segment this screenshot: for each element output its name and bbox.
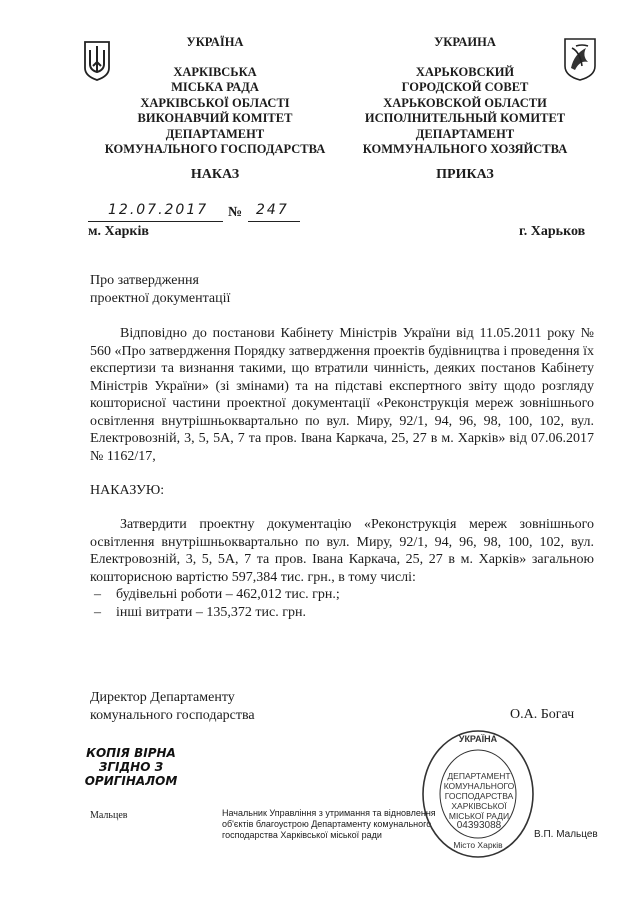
left-header-line: ДЕПАРТАМЕНТ bbox=[165, 126, 265, 141]
right-country: УКРАИНА bbox=[434, 35, 496, 49]
left-header-line: КОМУНАЛЬНОГО ГОСПОДАРСТВА bbox=[104, 142, 326, 156]
subject-line: проектної документації bbox=[90, 291, 231, 306]
left-doc-type: НАКАЗ bbox=[190, 167, 240, 182]
number-sign: № bbox=[228, 205, 243, 220]
cost-item bbox=[94, 605, 306, 621]
seal-line: ДЕПАРТАМЕНТ bbox=[447, 771, 511, 781]
left-country: УКРАЇНА bbox=[186, 35, 244, 49]
seal-line: ХАРКІВСЬКОЇ bbox=[451, 801, 507, 811]
right-header-line: КОММУНАЛЬНОГО ХОЗЯЙСТВА bbox=[362, 142, 568, 156]
executor: Мальцев bbox=[90, 810, 128, 821]
left-header-line: ВИКОНАВЧИЙ КОМІТЕТ bbox=[137, 111, 293, 125]
seal-line: КОМУНАЛЬНОГО bbox=[443, 781, 515, 791]
right-header-line: ХАРЬКОВСКОЙ ОБЛАСТИ bbox=[383, 95, 547, 110]
order-number: 247 bbox=[256, 202, 289, 218]
seal-top: УКРАЇНА bbox=[458, 734, 498, 744]
certifier-line: Начальник Управління з утримання та відновлення bbox=[222, 808, 436, 818]
item-dash: – bbox=[94, 605, 101, 620]
right-header bbox=[358, 35, 572, 158]
left-header-line: ХАРКІВСЬКА bbox=[173, 64, 257, 79]
copy-stamp-line: КОПІЯ ВІРНА bbox=[86, 746, 176, 760]
city-right: г. Харьков bbox=[519, 224, 586, 239]
order-date: 12.07.2017 bbox=[108, 202, 209, 218]
subject bbox=[90, 272, 230, 308]
left-header bbox=[95, 35, 335, 158]
seal-code: 04393088 bbox=[456, 820, 502, 831]
decision-paragraph: Затвердити проектну документацію «Реконструкція мереж зовнішнього освітлення внутрішньоквартально по вул. Миру, 92/1, 94, 96, 98, 100, 102, вул. Електровозній, 3, 5, 5А, 7 та пров. Івана Каркача, 25, 27 в м. Харків» загальною кошторисною вартістю 597,384 тис. грн., в тому числі: bbox=[90, 517, 594, 585]
item-text: будівельні роботи – 462,012 тис. грн.; bbox=[116, 587, 340, 602]
date-underline bbox=[88, 221, 223, 222]
subject-line: Про затвердження bbox=[90, 273, 199, 288]
right-header-line: ХАРЬКОВСКИЙ bbox=[415, 64, 515, 79]
item-text: інші витрати – 135,372 тис. грн. bbox=[116, 605, 306, 620]
seal-line: МІСЬКОЇ РАДИ bbox=[448, 811, 510, 821]
signature-position bbox=[90, 689, 255, 725]
right-header-line: ДЕПАРТАМЕНТ bbox=[415, 126, 515, 141]
right-doc-type: ПРИКАЗ bbox=[436, 167, 494, 182]
signature-position-line: Директор Департаменту bbox=[90, 690, 235, 705]
number-underline bbox=[248, 221, 300, 222]
copy-stamp-line: ОРИГІНАЛОМ bbox=[84, 774, 178, 788]
copy-stamp-line: ЗГІДНО З bbox=[98, 760, 164, 774]
certifier-line: об'єктів благоустрою Департаменту комунального bbox=[222, 819, 432, 829]
certifier-name: В.П. Мальцев bbox=[534, 829, 598, 840]
copy-stamp bbox=[82, 746, 180, 788]
seal-line: ГОСПОДАРСТВА bbox=[444, 791, 514, 801]
item-dash: – bbox=[94, 587, 101, 602]
city-left: м. Харків bbox=[88, 224, 149, 239]
certifier-title bbox=[222, 808, 436, 841]
signature-position-line: комунального господарства bbox=[90, 708, 255, 723]
certifier-line: господарства Харківської міської ради bbox=[222, 830, 382, 840]
right-header-line: ИСПОЛНИТЕЛЬНЫЙ КОМИТЕТ bbox=[364, 111, 566, 125]
left-header-line: ХАРКІВСЬКОЇ ОБЛАСТІ bbox=[140, 95, 290, 110]
right-header-line: ГОРОДСКОЙ СОВЕТ bbox=[401, 80, 529, 94]
seal-text bbox=[436, 771, 522, 831]
order-word: НАКАЗУЮ: bbox=[90, 483, 165, 498]
left-header-line: МІСЬКА РАДА bbox=[171, 80, 259, 94]
signatory-name: О.А. Богач bbox=[510, 707, 575, 722]
seal-bottom: Місто Харків bbox=[453, 840, 503, 850]
cost-item bbox=[94, 587, 340, 603]
preamble-paragraph: Відповідно до постанови Кабінету Міністрів України від 11.05.2011 року № 560 «Про затвердження Порядку затвердження проектів будівництва і проведення їх експертизи та визнання такими, що втратили чинність, деяких постанов Кабінету Міністрів України» (зі змінами) та на підставі експертного звіту щодо розгляду кошторисної частини проектної документації «Реконструкція мереж зовнішнього освітлення внутрішньоквартально по вул. Миру, 92/1, 94, 96, 98, 100, 102, вул. Електровозній, 3, 5, 5А, 7 та пров. Івана Каркача, 25, 27 в м. Харків» від 07.06.2017 № 1162/17, bbox=[90, 326, 594, 464]
